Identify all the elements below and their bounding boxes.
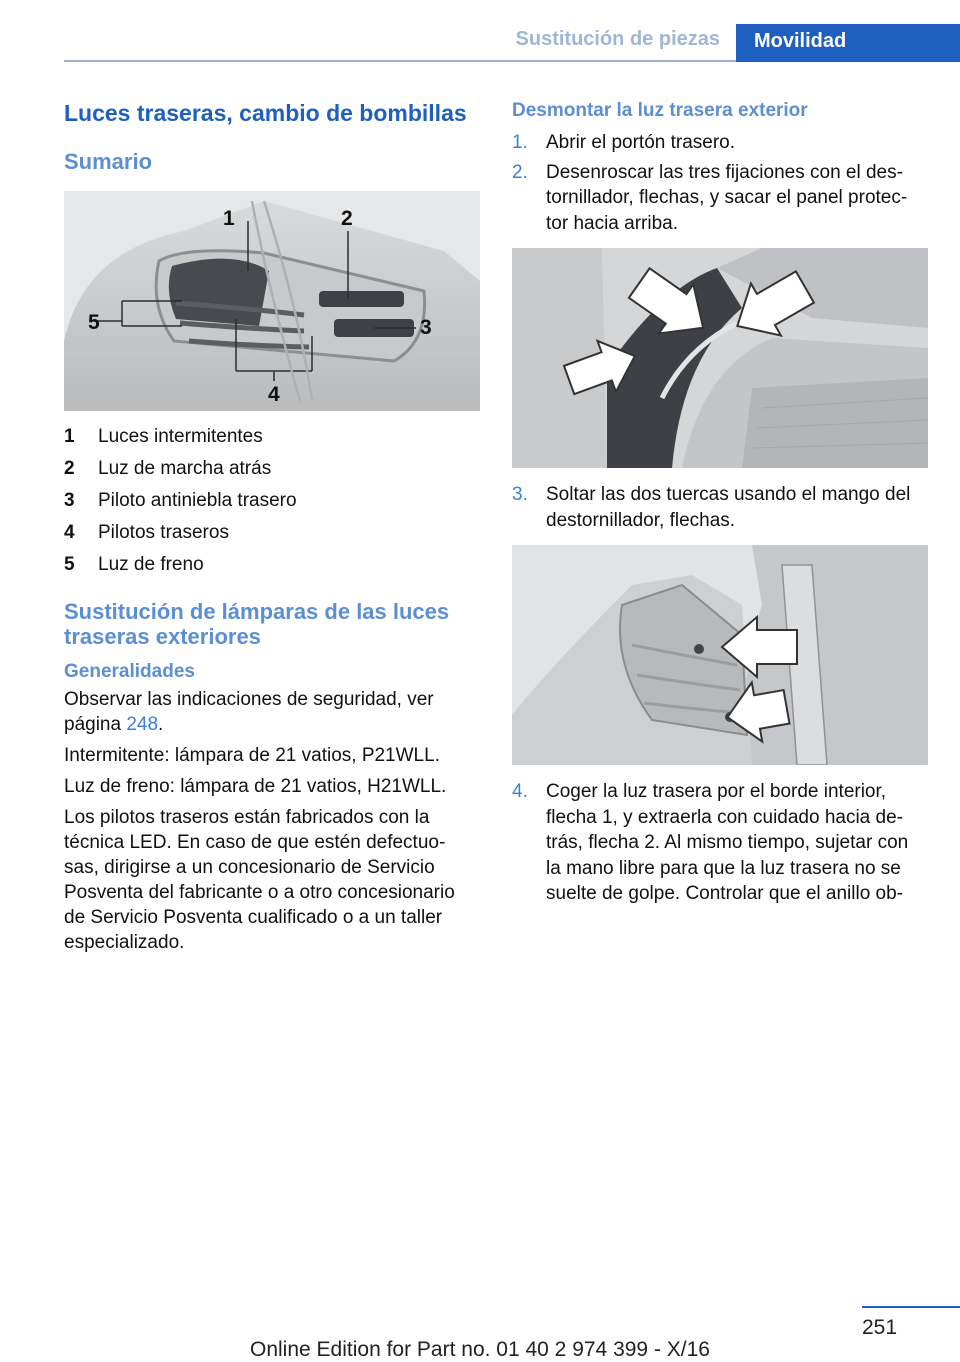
section-title: Sustitución de piezas xyxy=(515,28,720,50)
legend-item: 2 Luz de marcha atrás xyxy=(64,458,272,479)
page-link[interactable]: 248 xyxy=(126,714,159,735)
legend-item: 5 Luz de freno xyxy=(64,554,204,575)
removal-heading: Desmontar la luz trasera exterior xyxy=(512,100,808,121)
callout-4: 4 xyxy=(268,383,280,406)
page-number: 251 xyxy=(862,1316,898,1339)
tail-light-nuts-figure xyxy=(512,545,928,765)
general-heading: Generalidades xyxy=(64,661,195,682)
step-item: 3. Soltar las dos tuercas usando el mango del destornillador, flechas. xyxy=(512,484,911,531)
footer-rule xyxy=(862,1306,960,1308)
tail-light-overview-figure xyxy=(64,191,480,411)
callout-5: 5 xyxy=(88,311,100,334)
callout-3: 3 xyxy=(420,316,432,339)
step-item: 1. Abrir el portón trasero. xyxy=(512,132,736,153)
step-item: 2. Desenroscar las tres fijaciones con el des‐ tornillador, flechas, y sacar el panel protec‐ tor hacia arriba. xyxy=(512,161,908,234)
figure-legend xyxy=(64,421,480,581)
brake-light-spec: Luz de freno: lámpara de 21 vatios, H21WLL. xyxy=(64,776,447,797)
section-heading: Sustitución de lámparas de las luces traseras exteriores xyxy=(64,599,450,649)
legend-item: 1 Luces intermitentes xyxy=(64,426,263,447)
callout-2: 2 xyxy=(341,207,353,230)
chapter-tab[interactable]: Movilidad xyxy=(736,24,960,62)
overview-heading: Sumario xyxy=(64,149,153,174)
legend-item: 3 Piloto antiniebla trasero xyxy=(64,490,297,511)
turn-signal-spec: Intermitente: lámpara de 21 vatios, P21WLL. xyxy=(64,745,440,766)
left-column xyxy=(64,100,480,961)
steps-list xyxy=(512,130,928,907)
right-column xyxy=(512,100,928,911)
page-title: Luces traseras, cambio de bombillas xyxy=(64,100,467,126)
safety-paragraph: Observar las indicaciones de seguridad, ver página 248. xyxy=(64,689,434,735)
legend-item: 4 Pilotos traseros xyxy=(64,522,229,543)
callout-1: 1 xyxy=(223,207,235,230)
edition-footer: Online Edition for Part no. 01 40 2 974 399 - X/16 xyxy=(250,1338,710,1361)
led-paragraph: Los pilotos traseros están fabricados con la técnica LED. En caso de que estén defectuo‐ sas, dirigirse a un concesionario de Servicio Posventa del fabricante o a otro concesionario de Servicio Posventa cualificado o a un taller especializado. xyxy=(64,807,455,953)
step-item: 4. Coger la luz trasera por el borde interior, flecha 1, y extraerla con cuidado hacia de‐ trás, flecha 2. Al mismo tiempo, sujetar con la mano libre para que la luz trasera no se suelte de golpe. Controlar que el anillo ob‐ xyxy=(512,781,909,904)
trunk-panel-figure xyxy=(512,248,928,468)
